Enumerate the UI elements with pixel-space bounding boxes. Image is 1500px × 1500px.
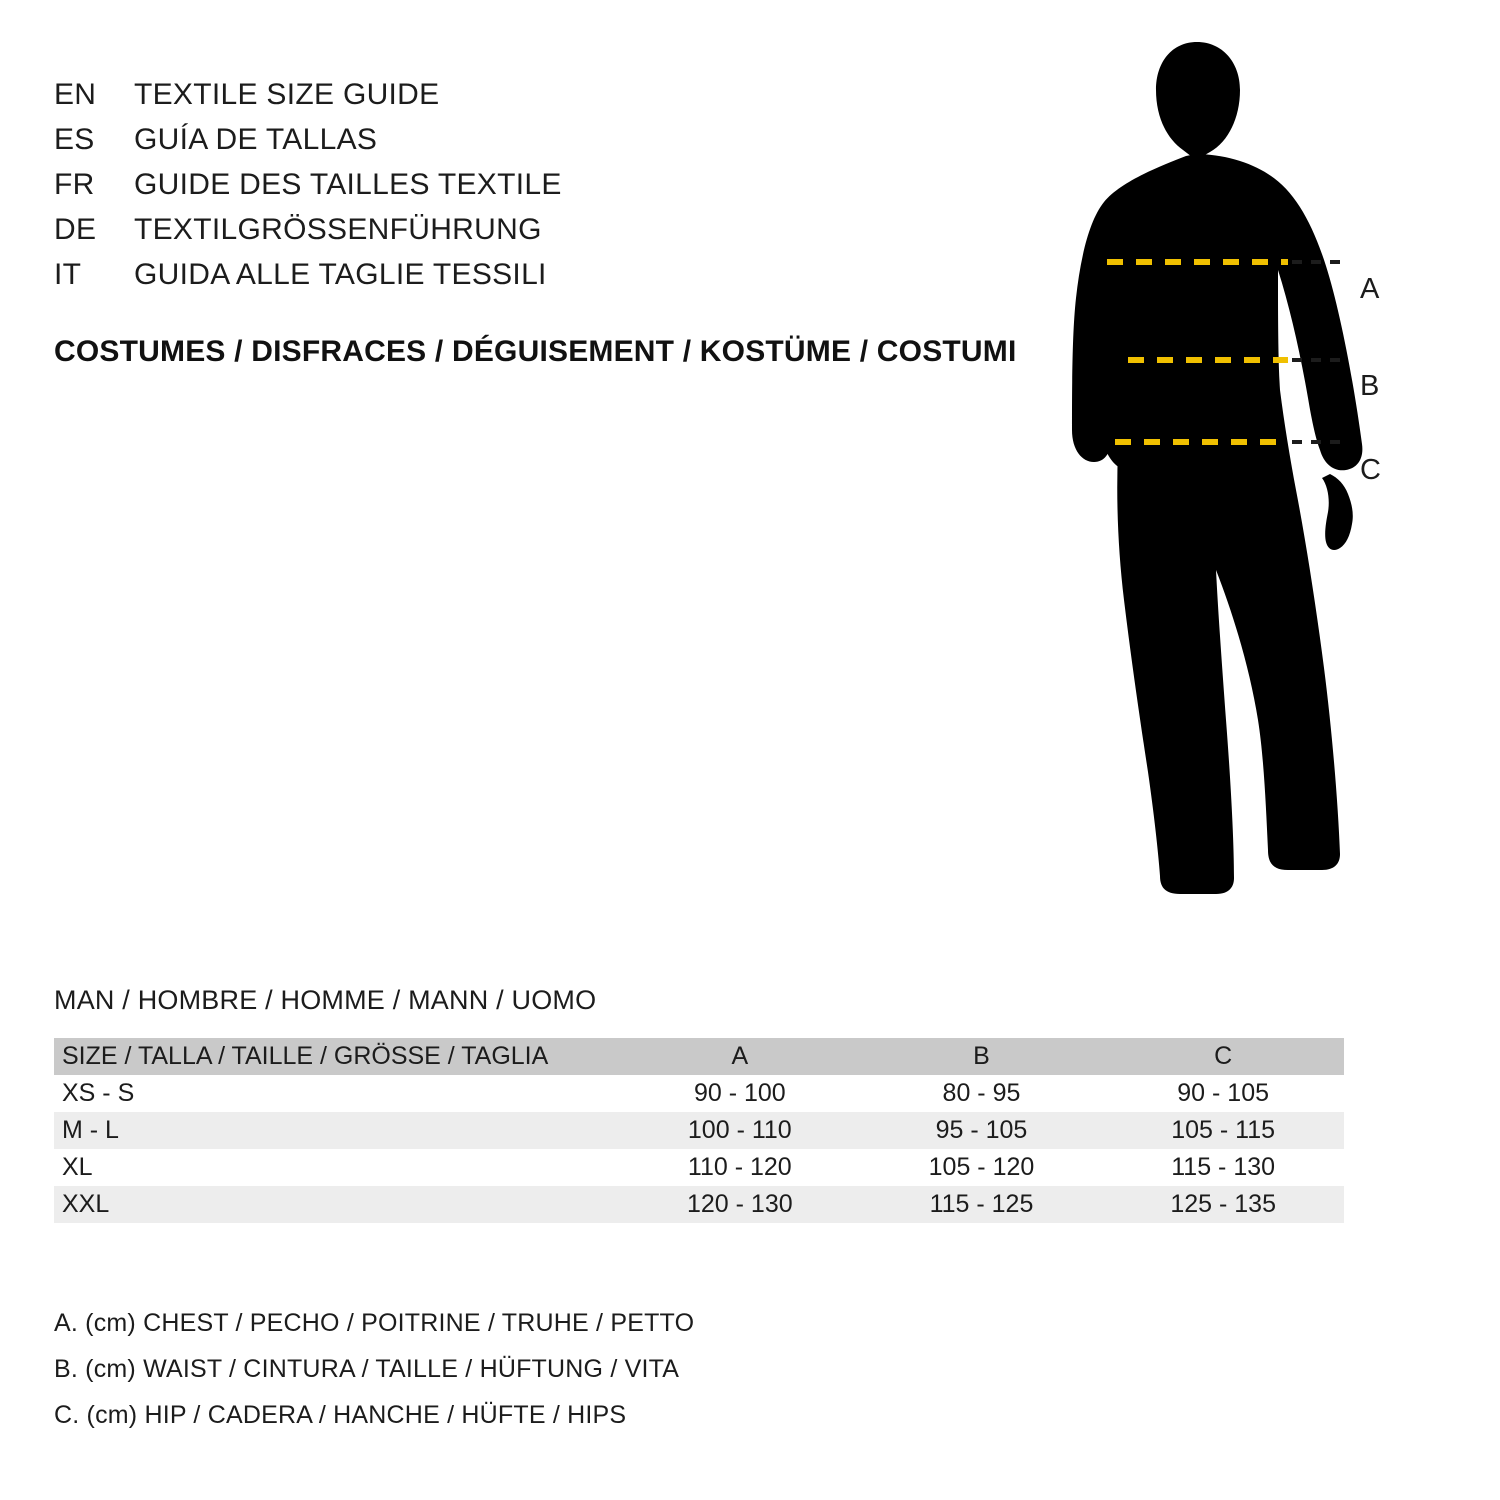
language-name-en: TEXTILE SIZE GUIDE (134, 78, 440, 111)
table-row (54, 1186, 1344, 1223)
cell-c: 90 - 105 (1177, 1079, 1270, 1107)
language-row-en (54, 72, 694, 117)
language-code-de: DE (54, 213, 97, 246)
cell-b: 80 - 95 (942, 1079, 1021, 1107)
category-line: COSTUMES / DISFRACES / DÉGUISEMENT / KOSTÜME / COSTUMI (54, 335, 1017, 368)
language-code-en: EN (54, 78, 97, 111)
header-a: A (619, 1038, 861, 1075)
table-row (54, 1149, 1344, 1186)
language-name-es: GUÍA DE TALLAS (134, 123, 378, 156)
header-c: C (1102, 1038, 1344, 1075)
body-measurement-figure (1000, 30, 1470, 930)
table-title: MAN / HOMBRE / HOMME / MANN / UOMO (54, 985, 597, 1015)
language-list (54, 72, 694, 297)
legend-b: B. (cm) WAIST / CINTURA / TAILLE / HÜFTUNG / VITA (54, 1355, 680, 1383)
size-table (54, 1038, 1344, 1223)
cell-a: 110 - 120 (687, 1153, 792, 1181)
cell-size: XS - S (62, 1079, 135, 1107)
language-code-es: ES (54, 123, 95, 156)
cell-size: XXL (62, 1190, 110, 1218)
language-code-fr: FR (54, 168, 95, 201)
cell-c: 105 - 115 (1171, 1116, 1276, 1144)
table-body (54, 1075, 1344, 1223)
legend-a: A. (cm) CHEST / PECHO / POITRINE / TRUHE / PETTO (54, 1309, 695, 1337)
cell-a: 120 - 130 (686, 1190, 793, 1218)
language-code-it: IT (54, 258, 82, 291)
table-row (54, 1075, 1344, 1112)
language-row-fr (54, 162, 694, 207)
language-row-de (54, 207, 694, 252)
male-silhouette-icon (1000, 30, 1470, 930)
language-name-de: TEXTILGRÖSSENFÜHRUNG (134, 213, 542, 246)
header-b: B (861, 1038, 1103, 1075)
cell-b: 115 - 125 (929, 1190, 1034, 1218)
cell-c: 115 - 130 (1171, 1153, 1276, 1181)
figure-label-c: C (1360, 454, 1381, 486)
cell-a: 100 - 110 (687, 1116, 792, 1144)
measurement-legend (54, 1300, 694, 1438)
cell-size: XL (62, 1153, 93, 1181)
header-size: SIZE / TALLA / TAILLE / GRÖSSE / TAGLIA (54, 1038, 619, 1075)
cell-c: 125 - 135 (1170, 1190, 1276, 1218)
table-header (54, 1038, 1344, 1075)
cell-a: 90 - 100 (693, 1079, 786, 1107)
cell-b: 105 - 120 (928, 1153, 1035, 1181)
language-name-fr: GUIDE DES TAILLES TEXTILE (134, 168, 562, 201)
table-header-row (54, 1038, 1344, 1075)
cell-b: 95 - 105 (935, 1116, 1028, 1144)
table-row (54, 1112, 1344, 1149)
figure-label-a: A (1360, 273, 1380, 305)
language-row-es (54, 117, 694, 162)
legend-c: C. (cm) HIP / CADERA / HANCHE / HÜFTE / HIPS (54, 1401, 627, 1429)
cell-size: M - L (62, 1116, 119, 1144)
language-name-it: GUIDA ALLE TAGLIE TESSILI (134, 258, 547, 291)
language-row-it (54, 252, 694, 297)
figure-label-b: B (1360, 370, 1380, 402)
